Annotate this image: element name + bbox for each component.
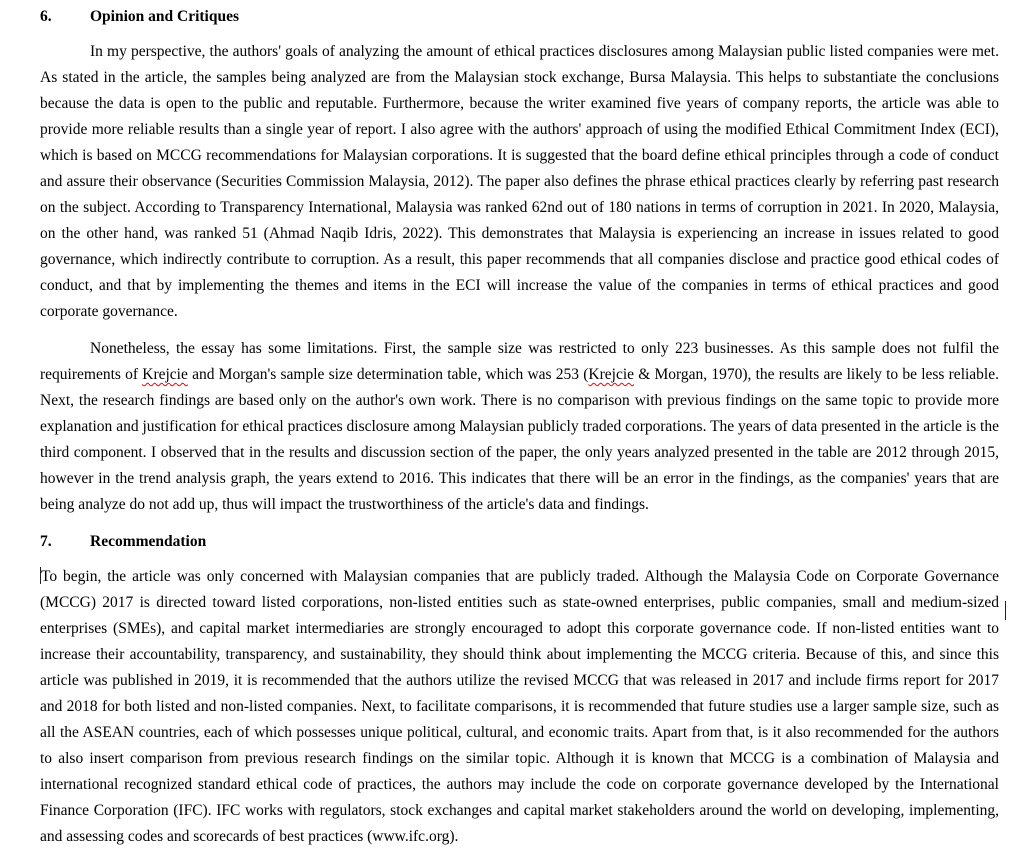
section-heading bbox=[40, 4, 999, 30]
section-opinion-and-critiques bbox=[40, 4, 999, 518]
paragraph-text: Nonetheless, the essay has some limitations. First, the sample size was restricted to only 223 businesses. As this sample does not fulfil the requirements of Krejcie and Morgan's sample size determination table, which was 253 (Krejcie & Morgan, 1970), the results are likely to be less reliable. Next, the research findings are based only on the author's own work. There is no comparison with previous findings on the same topic to provide more explanation and justification for ethical practices disclosure among Malaysian publicly traded corporations. The years of data presented in the article is the third component. I observed that in the results and discussion section of the paper, the only years analyzed presented in the table are 2012 through 2015, however in the trend analysis graph, the years extend to 2016. This indicates that there will be an error in the findings, as the companies' years that are being analyze do not add up, thus will impact the trustworthiness of the article's data and findings. bbox=[40, 340, 999, 513]
misspelled-word: Krejcie bbox=[588, 366, 635, 383]
text-cursor-secondary bbox=[1005, 601, 1006, 620]
paragraph-text: In my perspective, the authors' goals of analyzing the amount of ethical practices disclosures among Malaysian public listed companies were met. As stated in the article, the samples being analyzed are from the Malaysian stock exchange, Bursa Malaysia. This helps to substantiate the conclusions because the data is open to the public and reputable. Furthermore, because the writer examined five years of company reports, the article was able to provide more reliable results than a single year of report. I also agree with the authors' approach of using the modified Ethical Commitment Index (ECI), which is based on MCCG recommendations for Malaysian corporations. It is suggested that the board define ethical principles through a code of conduct and assure their observance (Securities Commission Malaysia, 2012). The paper also defines the phrase ethical practices clearly by referring past research on the subject. According to Transparency International, Malaysia was ranked 62nd out of 180 nations in terms of corruption in 2021. In 2020, Malaysia, on the other hand, was ranked 51 (Ahmad Naqib Idris, 2022). This demonstrates that Malaysia is experiencing an increase in issues related to good governance, which indirectly contribute to corruption. As a result, this paper recommends that all companies disclose and practice good ethical codes of conduct, and that by implementing the themes and items in the ECI will increase the value of the companies in terms of ethical practices and good corporate governance. bbox=[40, 43, 999, 320]
paragraph[interactable] bbox=[40, 336, 999, 518]
misspelled-word: Krejcie bbox=[142, 366, 188, 383]
section-heading bbox=[40, 529, 999, 555]
section-number: 7. bbox=[40, 533, 52, 550]
section-recommendation bbox=[40, 529, 999, 850]
section-number: 6. bbox=[40, 8, 52, 25]
paragraph[interactable] bbox=[40, 564, 999, 850]
paragraph-text: To begin, the article was only concerned with Malaysian companies that are publicly traded. Although the Malaysia Code on Corporate Governance (MCCG) 2017 is directed toward listed corporations, non-listed entities such as state-owned enterprises, public companies, small and medium-sized enterprises (SMEs), and capital market intermediaries are strongly encouraged to adopt this corporate governance code. If non-listed entities want to increase their accountability, transparency, and sustainability, they should think about implementing the MCCG criteria. Because of this, and since this article was published in 2019, it is recommended that the authors utilize the revised MCCG that was released in 2017 and include firms report for 2017 and 2018 for both listed and non-listed companies. Next, to facilitate comparisons, it is recommended that future studies use a larger sample size, such as all the ASEAN countries, each of which possesses unique political, cultural, and economic traits. Apart from that, is it also recommended for the authors to also insert comparison from previous research findings on the similar topic. Although it is known that MCCG is a combination of Malaysia and international recognized standard ethical code of practices, the authors may include the code on corporate governance developed by the International Finance Corporation (IFC). IFC works with regulators, stock exchanges and capital market stakeholders around the world on developing, implementing, and assessing codes and scorecards of best practices (www.ifc.org). bbox=[40, 568, 999, 845]
section-title: Recommendation bbox=[90, 533, 207, 550]
paragraph[interactable] bbox=[40, 39, 999, 325]
section-title: Opinion and Critiques bbox=[90, 8, 240, 25]
